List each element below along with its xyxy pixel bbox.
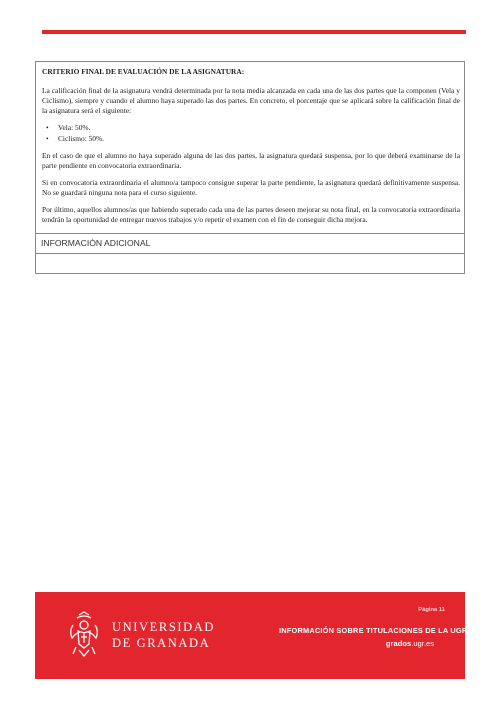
list-item-text: Vela: 50%. <box>58 123 91 132</box>
list-item <box>42 134 460 145</box>
list-item <box>42 123 460 134</box>
criteria-section <box>36 62 464 233</box>
university-name-line1: UNIVERSIDAD <box>112 620 216 634</box>
list-item-text: Ciclismo: 50%. <box>58 133 104 143</box>
evaluation-table <box>35 61 465 274</box>
weight-list <box>42 123 460 144</box>
university-name-line2: DE GRANADA <box>112 636 211 650</box>
criteria-paragraph: Si en convocatoria extraordinaria el alumno/a tampoco consigue superar la parte pendiente, la asignatura quedará definitivamente suspensa. No se guardará ninguna nota para el curso siguiente. <box>42 178 460 197</box>
criteria-heading: CRITERIO FINAL DE EVALUACIÓN DE LA ASIGNATURA: <box>42 67 245 76</box>
bullet-icon: • <box>46 133 49 143</box>
url-domain: .ugr.es <box>411 639 434 648</box>
additional-info-body <box>36 253 464 273</box>
additional-info-heading: INFORMACIÓN ADICIONAL <box>36 233 464 253</box>
criteria-intro: La calificación final de la asignatura vendrá determinada por la nota media alcanzada en cada una de las dos partes que la componen (Vela y Ciclismo), siempre y cuando el alumno haya superado las dos partes. En concreto, el porcentaje que se aplicará sobre la calificación final de la asignatura será el siguiente: <box>42 86 460 115</box>
bullet-icon: • <box>46 123 49 132</box>
criteria-paragraph: Por último, aquellos alumnos/as que habiendo superado cada una de las partes deseen mejorar su nota final, en la convocatoria extraordinaria tendrán la oportunidad de entregar nuevos trabajos y/o repetir el examen con el fin de conseguir dicha mejora. <box>42 205 460 224</box>
top-red-rule <box>42 30 466 34</box>
university-crest-icon <box>67 611 101 659</box>
url-prefix: grados <box>385 639 412 648</box>
grados-link[interactable] <box>386 639 434 648</box>
page-number: Página 11 <box>418 607 445 613</box>
footer-banner <box>35 592 468 679</box>
titulaciones-title: INFORMACIÓN SOBRE TITULACIONES DE LA UGR <box>279 626 468 635</box>
criteria-paragraph: En el caso de que el alumno no haya superado alguna de las dos partes, la asignatura quedará suspensa, por lo que deberá examinarse de la parte pendiente en convocatoria extraordinaria. <box>42 151 460 170</box>
